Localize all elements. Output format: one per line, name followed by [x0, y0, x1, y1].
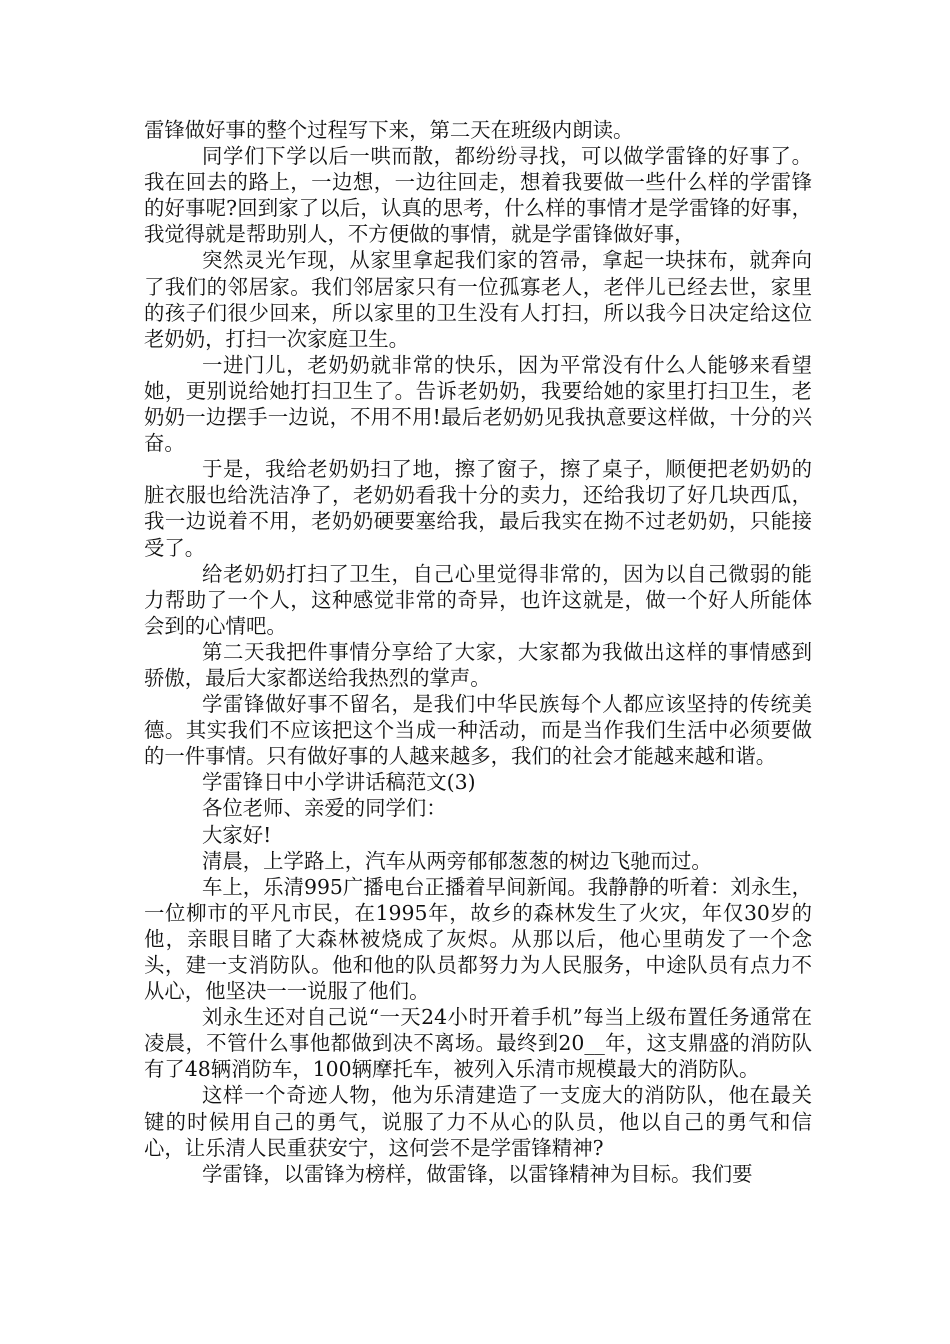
paragraph: 学雷锋，以雷锋为榜样，做雷锋，以雷锋精神为目标。我们要 [202, 1161, 753, 1186]
salutation: 各位老师、亲爱的同学们： [202, 796, 447, 821]
paragraph: 突然灵光乍现，从家里拿起我们家的笤帚，拿起一块抹布，就奔向了我们的邻居家。我们邻居家只有一位孤寡老人，老伴儿已经去世，家里的孩子们很少回来，所以家里的卫生没有人打扫，所以我今日决定给这位老奶奶，打扫一次家庭卫生。 [144, 248, 812, 351]
paragraph: 这样一个奇迹人物，他为乐清建造了一支庞大的消防队，他在最关键的时候用自己的勇气，说服了力不从心的队员，他以自己的勇气和信心，让乐清人民重获安宁，这何尝不是学雷锋精神? [144, 1083, 812, 1160]
paragraph: 同学们下学以后一哄而散，都纷纷寻找，可以做学雷锋的好事了。我在回去的路上，一边想，一边往回走，想着我要做一些什么样的学雷锋的好事呢?回到家了以后，认真的思考，什么样的事情才是学雷锋的好事，我觉得就是帮助别人，不方便做的事情，就是学雷锋做好事， [144, 144, 812, 247]
paragraph: 清晨，上学路上，汽车从两旁郁郁葱葱的树边飞驰而过。 [202, 848, 712, 873]
greeting: 大家好! [202, 822, 272, 847]
paragraph: 刘永生还对自己说“一天24小时开着手机”每当上级布置任务通常在凌晨，不管什么事他都做到决不离场。最终到20__年，这支鼎盛的消防队有了48辆消防车，100辆摩托车，被列入乐清市规模最大的消防队。 [144, 1005, 812, 1082]
document-body [144, 117, 812, 1187]
paragraph: 一进门儿，老奶奶就非常的快乐，因为平常没有什么人能够来看望她，更别说给她打扫卫生了。告诉老奶奶，我要给她的家里打扫卫生，老奶奶一边摆手一边说，不用不用!最后老奶奶见我执意要这样做，十分的兴奋。 [144, 352, 812, 456]
paragraph: 学雷锋做好事不留名，是我们中华民族每个人都应该坚持的传统美德。其实我们不应该把这个当成一种活动，而是当作我们生活中必须要做的一件事情。只有做好事的人越来越多，我们的社会才能越来越和谐。 [144, 692, 812, 769]
paragraph: 第二天我把件事情分享给了大家，大家都为我做出这样的事情感到骄傲，最后大家都送给我热烈的掌声。 [144, 639, 812, 690]
paragraph: 雷锋做好事的整个过程写下来，第二天在班级内朗读。 [144, 118, 634, 142]
section-heading: 学雷锋日中小学讲话稿范文(3) [202, 770, 476, 795]
paragraph: 于是，我给老奶奶扫了地，擦了窗子，擦了桌子，顺便把老奶奶的脏衣服也给洗洁净了，老奶奶看我十分的卖力，还给我切了好几块西瓜，我一边说着不用，老奶奶硬要塞给我，最后我实在拗不过老奶奶，只能接受了。 [144, 457, 812, 560]
paragraph: 车上，乐清995广播电台正播着早间新闻。我静静的听着：刘永生，一位柳市的平凡市民，在1995年，故乡的森林发生了火灾，年仅30岁的他，亲眼目睹了大森林被烧成了灰烬。从那以后，他心里萌发了一个念头，建一支消防队。他和他的队员都努力为人民服务，中途队员有点力不从心，他坚决一一说服了他们。 [144, 874, 812, 1004]
paragraph: 给老奶奶打扫了卫生，自己心里觉得非常的，因为以自己微弱的能力帮助了一个人，这种感觉非常的奇异，也许这就是，做一个好人所能体会到的心情吧。 [144, 561, 812, 638]
